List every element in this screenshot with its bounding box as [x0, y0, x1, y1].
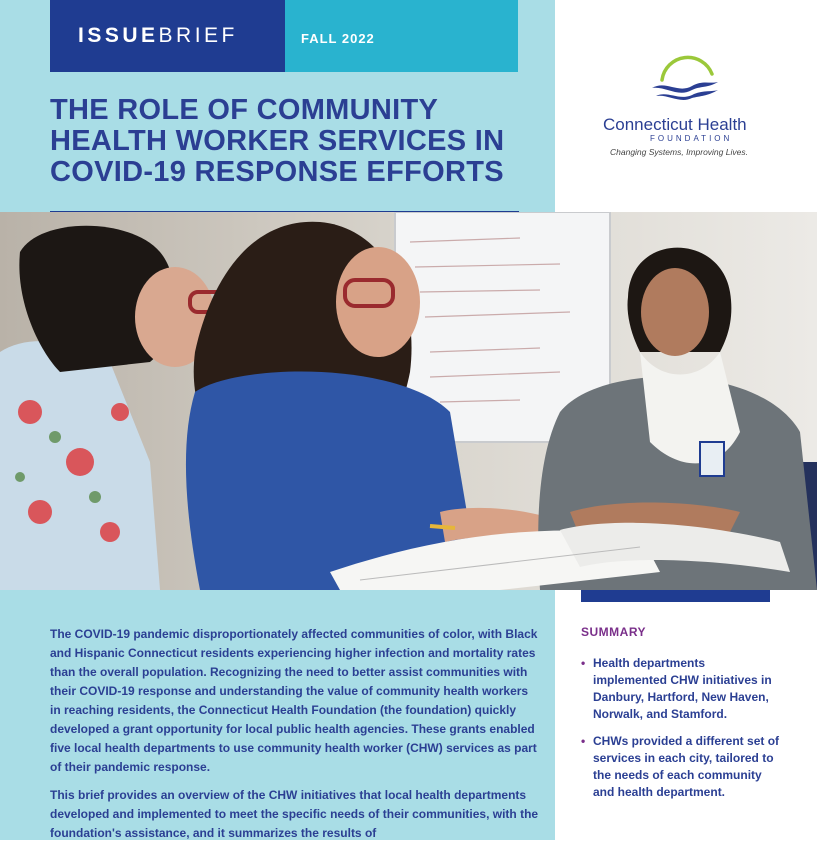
page-title: THE ROLE OF COMMUNITY HEALTH WORKER SERVICES IN COVID-19 RESPONSE EFFORTS — [50, 94, 505, 188]
logo-tagline: Changing Systems, Improving Lives. — [610, 147, 748, 157]
issue-label-light: BRIEF — [158, 24, 238, 47]
logo-waves-icon — [646, 50, 726, 110]
intro-paragraph: The COVID-19 pandemic disproportionately affected communities of color, with Black and Hispanic Connecticut residents experiencing higher infection and mortality rates than the overall population. Recognizing the need to better assist communities with their COVID-19 response and understanding the value of community health workers in reaching residents, the Connecticut Health Foundation (the foundation) quickly developed a grant opportunity for local public health agencies. These grants enabled five local health departments to use community health worker (CHW) services as part of their pandemic response. — [50, 627, 538, 774]
logo-subtitle: FOUNDATION — [650, 134, 733, 143]
logo-name: Connecticut Health — [603, 115, 747, 134]
season-label: FALL 2022 — [301, 31, 375, 46]
issue-brief-box — [50, 0, 285, 72]
bullet-icon: • — [581, 734, 586, 748]
summary-list — [581, 655, 781, 811]
summary-divider — [581, 590, 770, 602]
summary-item — [581, 655, 781, 723]
cover-photo — [0, 212, 817, 590]
overview-paragraph: This brief provides an overview of the CHW initiatives that local health departments developed and implemented to meet the specific needs of their communities, with the foundation's assistance, and it summarizes the results of — [50, 788, 539, 840]
photo-illustration — [0, 212, 817, 590]
summary-item-text: Health departments implemented CHW initiatives in Danbury, Hartford, New Haven, Norwalk, and Stamford. — [593, 656, 772, 721]
summary-item-text: CHWs provided a different set of services in each city, tailored to the needs of each community and health department. — [593, 734, 780, 799]
foundation-logo — [598, 50, 778, 160]
bullet-icon: • — [581, 656, 586, 670]
issue-label-bold: ISSUE — [78, 24, 159, 47]
summary-item — [581, 733, 781, 801]
summary-title: SUMMARY — [581, 625, 647, 639]
season-box — [285, 0, 518, 72]
issue-brief-label — [78, 24, 238, 48]
